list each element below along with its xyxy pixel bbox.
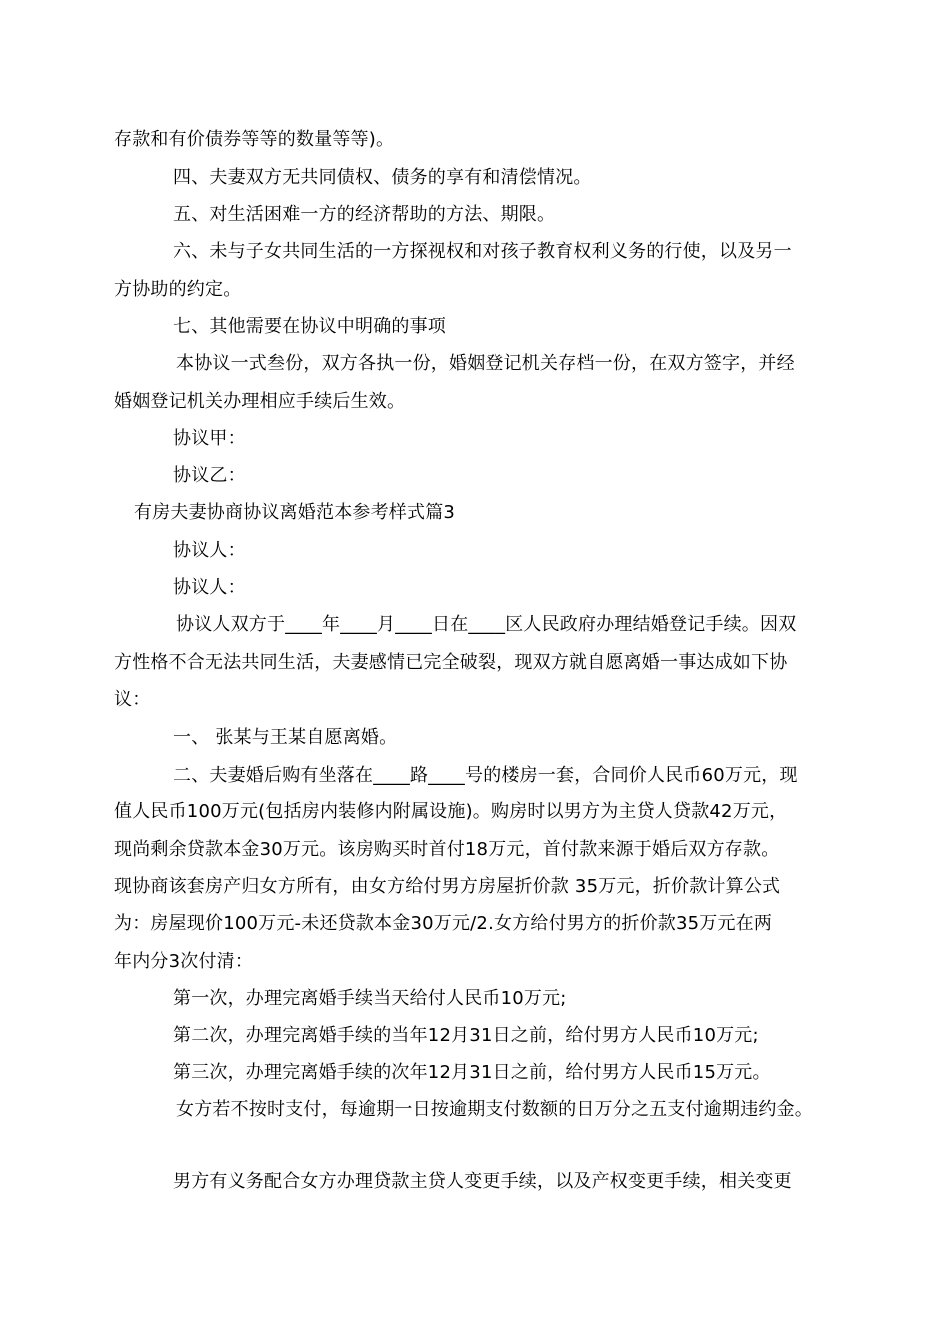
text-line: 一、 张某与王某自愿离婚。 xyxy=(173,727,398,748)
text-line: 本协议一式叁份，双方各执一份，婚姻登记机关存档一份，在双方签字，并经 xyxy=(176,353,795,374)
text-line: 协议人： xyxy=(173,577,246,598)
text-line: 存款和有价债券等等的数量等等)。 xyxy=(114,129,395,150)
text-line: 六、未与子女共同生活的一方探视权和对孩子教育权利义务的行使，以及另一 xyxy=(173,241,792,262)
text-line: 婚姻登记机关办理相应手续后生效。 xyxy=(114,391,406,412)
text-line: 第二次，办理完离婚手续的当年12月31日之前，给付男方人民币10万元; xyxy=(173,1025,759,1046)
text-line: 二、夫妻婚后购有坐落在____路____号的楼房一套，合同价人民币60万元，现 xyxy=(173,765,798,786)
text-line: 男方有义务配合女方办理贷款主贷人变更手续，以及产权变更手续，相关变更 xyxy=(173,1171,792,1192)
text-line: 七、其他需要在协议中明确的事项 xyxy=(173,316,446,337)
text-line: 为：房屋现价100万元-未还贷款本金30万元/2.女方给付男方的折价款35万元在两 xyxy=(114,913,773,934)
text-line: 五、对生活困难一方的经济帮助的方法、期限。 xyxy=(173,204,556,225)
text-line: 方协助的约定。 xyxy=(114,279,242,300)
text-line: 协议乙： xyxy=(173,465,246,486)
text-line: 四、夫妻双方无共同债权、债务的享有和清偿情况。 xyxy=(173,167,592,188)
text-line: 值人民币100万元(包括房内装修内附属设施)。购房时以男方为主贷人贷款42万元， xyxy=(114,801,788,822)
section-title: 有房夫妻协商协议离婚范本参考样式篇3 xyxy=(134,502,456,523)
text-line: 协议人： xyxy=(173,540,246,561)
text-line: 第三次，办理完离婚手续的次年12月31日之前，给付男方人民币15万元。 xyxy=(173,1062,771,1083)
text-line: 现协商该套房产归女方所有，由女方给付男方房屋折价款 35万元，折价款计算公式 xyxy=(114,876,781,897)
text-line: 现尚剩余贷款本金30万元。该房购买时首付18万元，首付款来源于婚后双方存款。 xyxy=(114,839,780,860)
text-line: 方性格不合无法共同生活，夫妻感情已完全破裂，现双方就自愿离婚一事达成如下协 xyxy=(114,652,788,673)
text-line: 协议甲： xyxy=(173,428,246,449)
text-line: 议： xyxy=(114,689,151,710)
text-line: 年内分3次付清： xyxy=(114,951,254,972)
text-line: 协议人双方于____年____月____日在____区人民政府办理结婚登记手续。因双 xyxy=(176,614,797,635)
text-line: 第一次，办理完离婚手续当天给付人民币10万元; xyxy=(173,988,567,1009)
text-line: 女方若不按时支付，每逾期一日按逾期支付数额的日万分之五支付逾期违约金。 xyxy=(176,1099,813,1120)
